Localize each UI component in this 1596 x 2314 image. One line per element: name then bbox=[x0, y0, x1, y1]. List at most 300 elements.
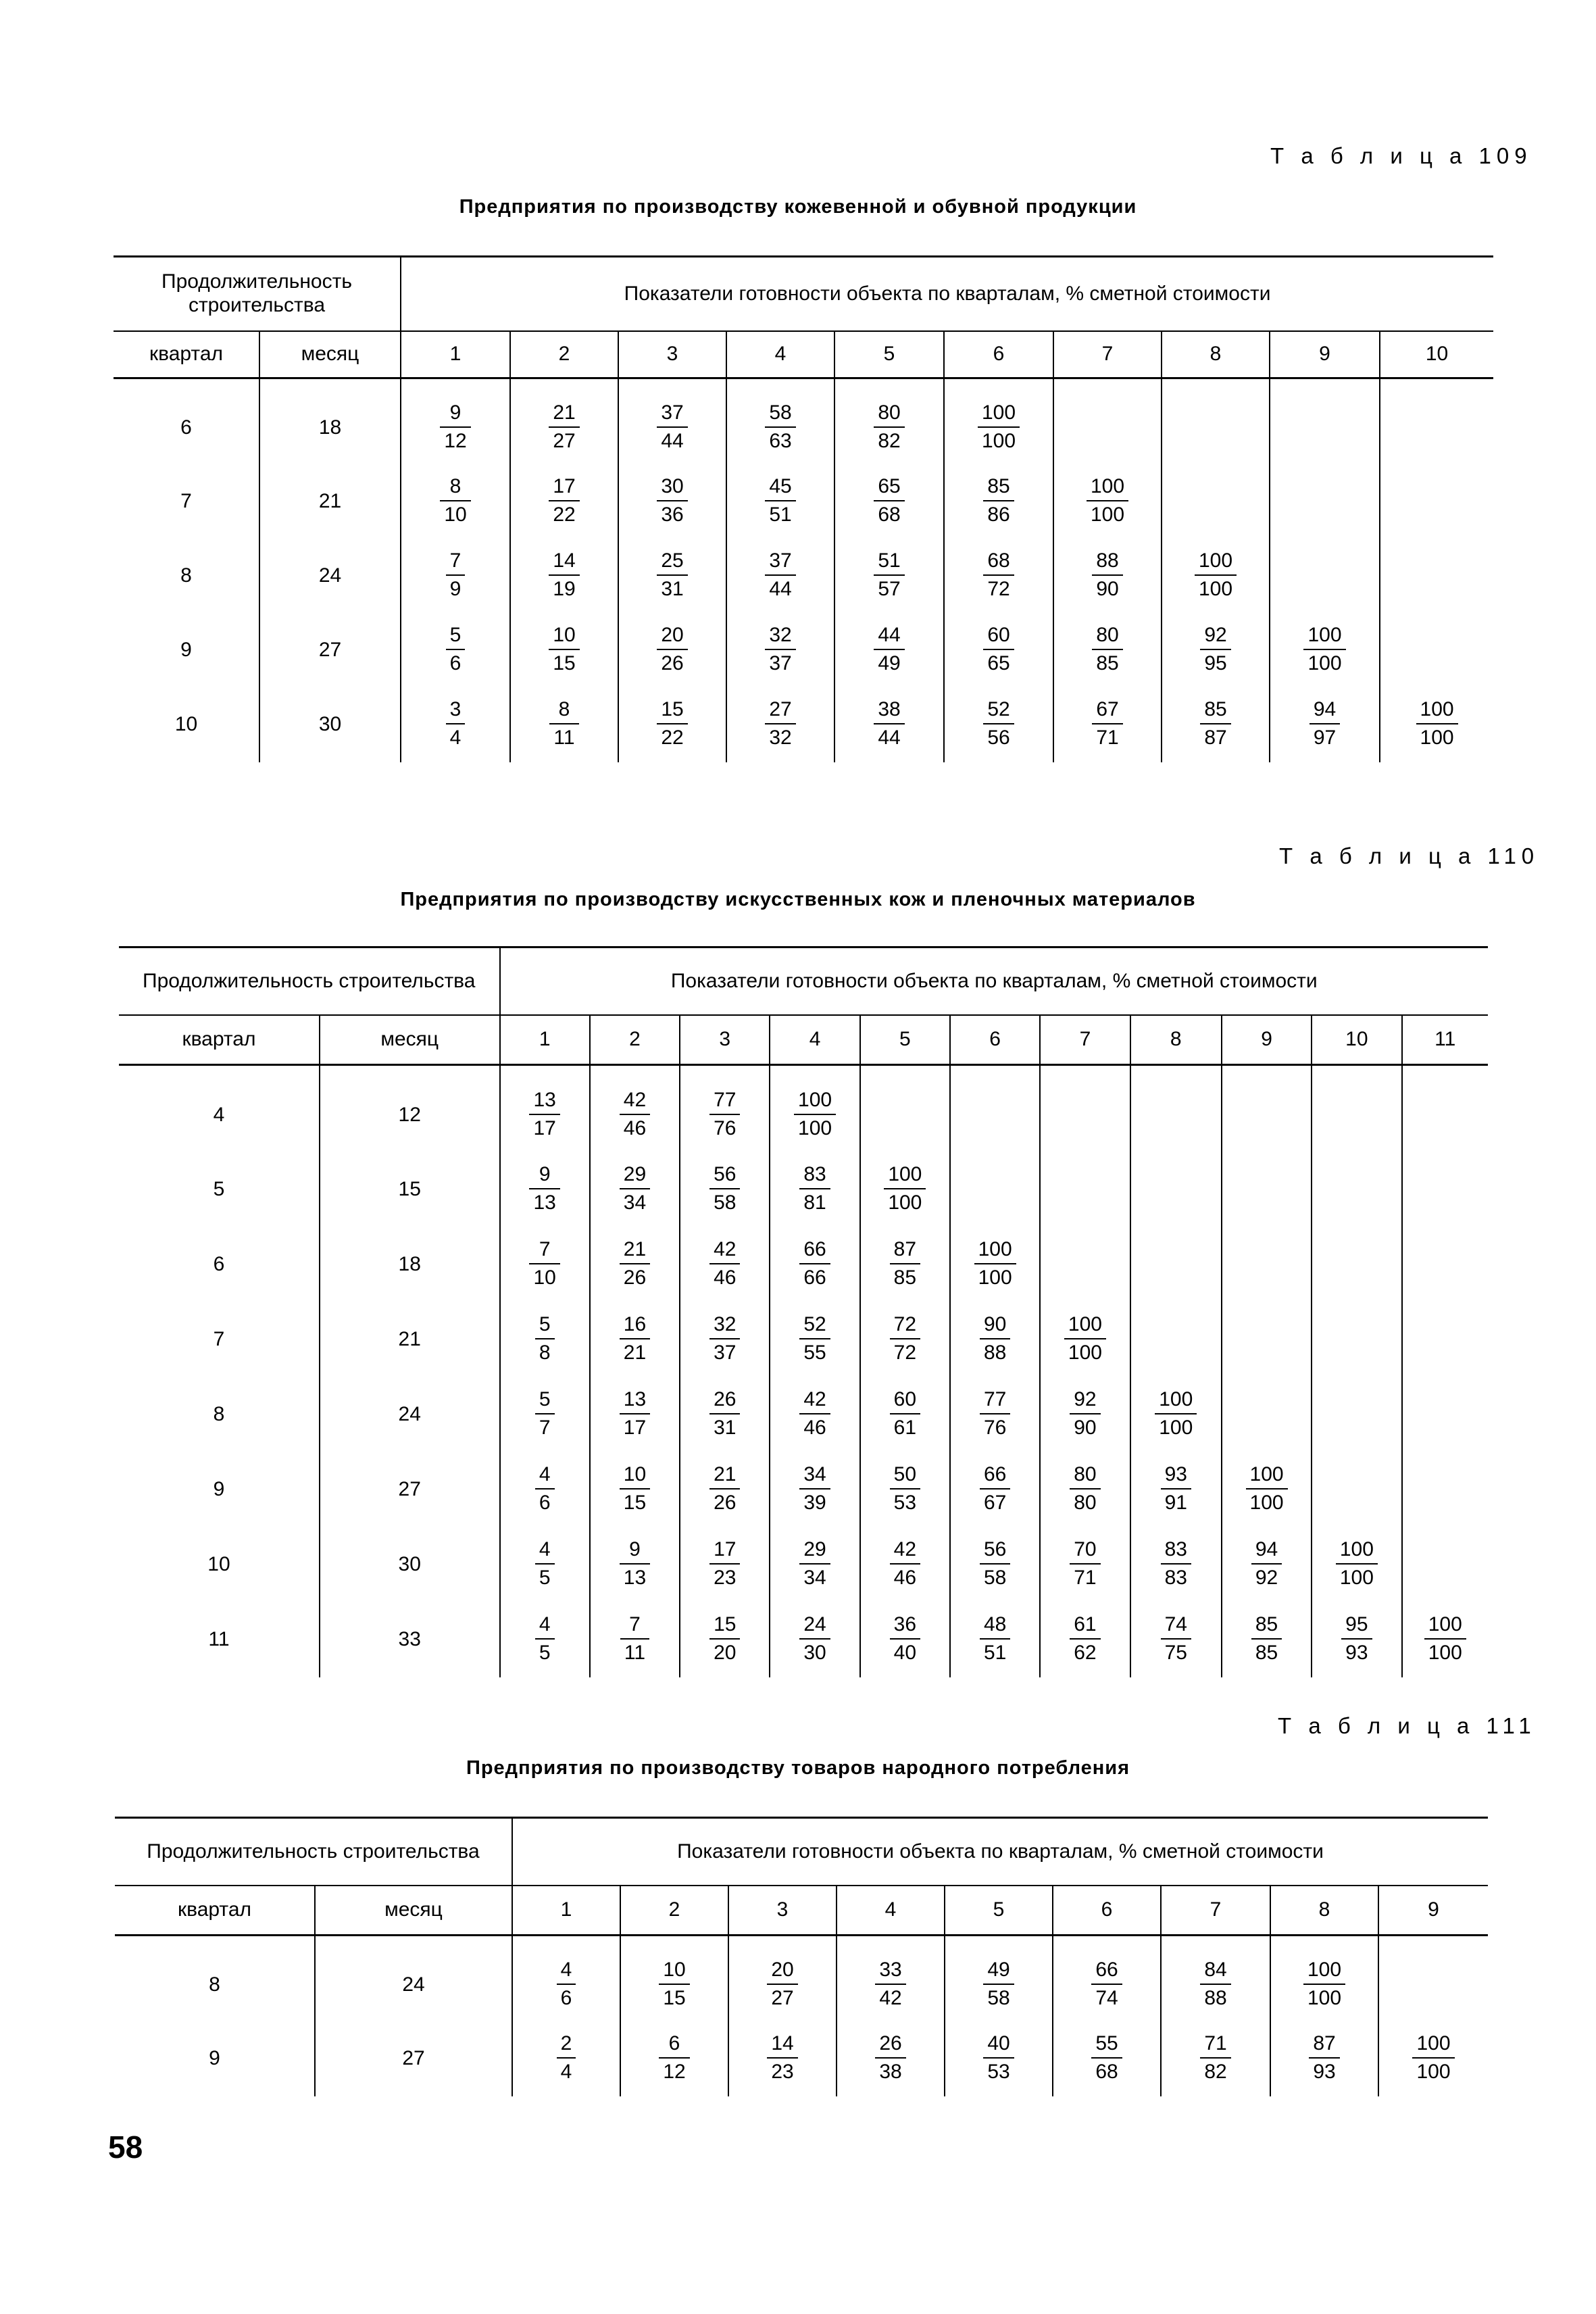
fraction bbox=[799, 1314, 830, 1363]
fraction bbox=[1195, 551, 1237, 599]
value-cell bbox=[1162, 465, 1270, 539]
fraction bbox=[1416, 699, 1458, 748]
denominator: 100 bbox=[978, 1266, 1012, 1289]
fraction bbox=[1309, 2034, 1339, 2082]
value-cell bbox=[726, 465, 834, 539]
denominator: 30 bbox=[803, 1641, 826, 1664]
denominator: 100 bbox=[1420, 727, 1454, 749]
numerator: 51 bbox=[874, 551, 904, 576]
numerator: 94 bbox=[1251, 1540, 1282, 1565]
value-cell bbox=[1270, 1936, 1378, 2022]
denominator: 12 bbox=[444, 430, 467, 452]
value-cell bbox=[500, 1527, 590, 1602]
value-cell bbox=[1130, 1302, 1222, 1377]
denominator: 72 bbox=[987, 578, 1010, 601]
value-cell bbox=[1130, 1602, 1222, 1677]
numerator: 85 bbox=[983, 476, 1014, 501]
denominator: 87 bbox=[1204, 727, 1227, 749]
numerator: 87 bbox=[890, 1239, 920, 1264]
numerator: 100 bbox=[1155, 1389, 1197, 1414]
table-row bbox=[119, 1152, 1488, 1227]
numerator: 80 bbox=[1092, 625, 1122, 650]
indicators-header: Показатели готовности объекта по кварталам, % сметной стоимости bbox=[500, 947, 1488, 1015]
value-cell bbox=[590, 1452, 680, 1527]
fraction bbox=[890, 1615, 920, 1663]
value-cell bbox=[618, 688, 726, 762]
numerator: 14 bbox=[549, 551, 579, 576]
denominator: 31 bbox=[714, 1416, 737, 1439]
value-cell bbox=[834, 539, 944, 614]
fraction bbox=[1303, 625, 1345, 674]
value-cell bbox=[1040, 1152, 1130, 1227]
value-cell bbox=[1222, 1602, 1312, 1677]
denominator: 23 bbox=[771, 2061, 794, 2084]
numerator: 32 bbox=[765, 625, 795, 650]
denominator: 51 bbox=[983, 1641, 1007, 1664]
numerator: 68 bbox=[983, 551, 1014, 576]
fraction bbox=[980, 1537, 1010, 1589]
column-header: 4 bbox=[770, 1015, 859, 1065]
table-row bbox=[114, 378, 1493, 465]
numerator: 5 bbox=[535, 1314, 555, 1339]
denominator: 76 bbox=[714, 1116, 737, 1139]
fraction bbox=[620, 1090, 650, 1139]
fraction bbox=[980, 1314, 1010, 1363]
numerator: 60 bbox=[983, 625, 1014, 650]
denominator: 82 bbox=[1204, 2061, 1227, 2084]
numerator: 67 bbox=[1092, 699, 1122, 724]
value-cell bbox=[1270, 465, 1380, 539]
fraction bbox=[799, 1239, 830, 1288]
column-header: 6 bbox=[950, 1015, 1040, 1065]
numerator: 5 bbox=[446, 625, 466, 650]
fraction bbox=[549, 625, 579, 674]
column-header: 7 bbox=[1053, 331, 1162, 378]
numerator: 29 bbox=[620, 1164, 650, 1189]
month-header: месяц bbox=[315, 1886, 512, 1936]
denominator: 88 bbox=[983, 1341, 1007, 1364]
column-header: 3 bbox=[728, 1886, 837, 1936]
month-cell: 24 bbox=[315, 1936, 512, 2022]
denominator: 68 bbox=[878, 503, 901, 526]
column-header: 7 bbox=[1040, 1015, 1130, 1065]
value-cell bbox=[860, 1452, 950, 1527]
fraction bbox=[535, 1389, 555, 1438]
denominator: 74 bbox=[1095, 1987, 1118, 2009]
value-cell bbox=[1130, 1152, 1222, 1227]
numerator: 87 bbox=[1309, 2034, 1339, 2059]
value-cell bbox=[401, 614, 510, 688]
numerator: 56 bbox=[980, 1540, 1010, 1565]
column-header: 2 bbox=[510, 331, 618, 378]
denominator: 57 bbox=[878, 578, 901, 601]
value-cell bbox=[680, 1227, 770, 1302]
fraction bbox=[1200, 1960, 1230, 2009]
fraction bbox=[1310, 699, 1340, 748]
denominator: 20 bbox=[714, 1641, 737, 1664]
column-header: 8 bbox=[1162, 331, 1270, 378]
fraction bbox=[549, 403, 579, 451]
numerator: 42 bbox=[709, 1239, 740, 1264]
denominator: 83 bbox=[1164, 1566, 1187, 1589]
fraction bbox=[440, 476, 470, 525]
value-cell bbox=[860, 1377, 950, 1452]
denominator: 7 bbox=[539, 1416, 551, 1439]
fraction bbox=[890, 1314, 920, 1363]
value-cell bbox=[590, 1152, 680, 1227]
value-cell bbox=[1162, 539, 1270, 614]
quarter-cell: 5 bbox=[213, 1177, 225, 1200]
quarter-cell: 6 bbox=[213, 1252, 225, 1275]
fraction bbox=[535, 1537, 555, 1589]
column-header: 7 bbox=[1161, 1886, 1270, 1936]
value-cell bbox=[401, 378, 510, 465]
value-cell bbox=[950, 1227, 1040, 1302]
value-cell bbox=[1402, 1602, 1488, 1677]
numerator: 72 bbox=[890, 1314, 920, 1339]
denominator: 100 bbox=[888, 1191, 922, 1214]
fraction bbox=[529, 1239, 559, 1288]
value-cell bbox=[1312, 1602, 1401, 1677]
fraction bbox=[983, 1960, 1014, 2009]
denominator: 5 bbox=[539, 1641, 551, 1664]
numerator: 65 bbox=[874, 476, 904, 501]
column-header: 4 bbox=[726, 331, 834, 378]
fraction bbox=[978, 403, 1020, 451]
value-cell bbox=[1053, 614, 1162, 688]
denominator: 100 bbox=[1249, 1491, 1284, 1514]
column-header: 1 bbox=[500, 1015, 590, 1065]
month-cell: 18 bbox=[320, 1227, 500, 1302]
value-cell bbox=[1040, 1377, 1130, 1452]
value-cell bbox=[1053, 378, 1162, 465]
numerator: 13 bbox=[620, 1389, 650, 1414]
denominator: 46 bbox=[623, 1116, 647, 1139]
numerator: 34 bbox=[799, 1464, 830, 1490]
numerator: 26 bbox=[709, 1389, 740, 1414]
numerator: 100 bbox=[1064, 1314, 1106, 1339]
numerator: 32 bbox=[709, 1314, 740, 1339]
value-cell bbox=[512, 1936, 620, 2022]
numerator: 10 bbox=[620, 1464, 650, 1490]
denominator: 55 bbox=[803, 1341, 826, 1364]
table-111-title: Предприятия по производству товаров народного потребления bbox=[466, 1757, 1130, 1779]
numerator: 100 bbox=[974, 1239, 1016, 1264]
denominator: 6 bbox=[539, 1491, 551, 1514]
value-cell bbox=[590, 1227, 680, 1302]
denominator: 88 bbox=[1204, 1987, 1227, 2009]
numerator: 90 bbox=[980, 1314, 1010, 1339]
numerator: 9 bbox=[440, 403, 470, 428]
fraction bbox=[549, 699, 578, 748]
column-header: 1 bbox=[512, 1886, 620, 1936]
value-cell bbox=[945, 2022, 1053, 2096]
month-cell: 33 bbox=[320, 1602, 500, 1677]
fraction bbox=[1412, 2034, 1454, 2082]
denominator: 46 bbox=[714, 1266, 737, 1289]
fraction bbox=[1070, 1464, 1100, 1513]
fraction bbox=[874, 699, 904, 748]
value-cell bbox=[401, 539, 510, 614]
denominator: 19 bbox=[553, 578, 576, 601]
numerator: 94 bbox=[1310, 699, 1340, 724]
fraction bbox=[799, 1537, 830, 1589]
month-cell: 30 bbox=[320, 1527, 500, 1602]
fraction bbox=[659, 2034, 689, 2082]
numerator: 80 bbox=[874, 403, 904, 428]
numerator: 100 bbox=[1087, 476, 1128, 501]
value-cell bbox=[512, 2022, 620, 2096]
value-cell bbox=[950, 1452, 1040, 1527]
numerator: 77 bbox=[709, 1090, 740, 1115]
month-cell: 15 bbox=[320, 1152, 500, 1227]
denominator: 86 bbox=[987, 503, 1010, 526]
numerator: 33 bbox=[875, 1960, 905, 1985]
fraction bbox=[1161, 1464, 1191, 1513]
numerator: 20 bbox=[767, 1960, 797, 1985]
denominator: 34 bbox=[623, 1191, 647, 1214]
value-cell bbox=[726, 688, 834, 762]
numerator: 92 bbox=[1200, 625, 1230, 650]
value-cell bbox=[860, 1152, 950, 1227]
table-row bbox=[119, 1065, 1488, 1152]
value-cell bbox=[1053, 688, 1162, 762]
numerator: 42 bbox=[620, 1090, 650, 1115]
numerator: 42 bbox=[799, 1389, 830, 1414]
denominator: 31 bbox=[661, 578, 684, 601]
month-cell: 24 bbox=[259, 539, 401, 614]
denominator: 100 bbox=[1068, 1341, 1102, 1364]
denominator: 95 bbox=[1204, 652, 1227, 675]
value-cell bbox=[1222, 1152, 1312, 1227]
fraction bbox=[874, 625, 904, 674]
numerator: 17 bbox=[709, 1540, 740, 1565]
value-cell bbox=[837, 1936, 945, 2022]
denominator: 100 bbox=[1090, 503, 1125, 526]
numerator: 36 bbox=[890, 1615, 920, 1640]
value-cell bbox=[680, 1377, 770, 1452]
denominator: 42 bbox=[879, 1987, 902, 2009]
fraction bbox=[620, 1314, 650, 1363]
column-header: 3 bbox=[680, 1015, 770, 1065]
value-cell bbox=[770, 1527, 859, 1602]
value-cell bbox=[726, 539, 834, 614]
numerator: 27 bbox=[765, 699, 795, 724]
value-cell bbox=[1053, 2022, 1161, 2096]
denominator: 21 bbox=[623, 1341, 647, 1364]
denominator: 53 bbox=[987, 2061, 1010, 2084]
numerator: 88 bbox=[1092, 551, 1122, 576]
denominator: 61 bbox=[893, 1416, 917, 1439]
quarter-cell: 4 bbox=[213, 1103, 225, 1126]
fraction bbox=[557, 2034, 576, 2082]
value-cell bbox=[1040, 1602, 1130, 1677]
fraction bbox=[1087, 476, 1128, 525]
numerator: 92 bbox=[1070, 1389, 1100, 1414]
value-cell bbox=[1222, 1452, 1312, 1527]
quarter-header: квартал bbox=[115, 1886, 315, 1936]
fraction bbox=[1251, 1537, 1282, 1589]
denominator: 22 bbox=[661, 727, 684, 749]
value-cell bbox=[770, 1227, 859, 1302]
column-header: 1 bbox=[401, 331, 510, 378]
numerator: 3 bbox=[446, 699, 466, 724]
month-cell: 21 bbox=[259, 465, 401, 539]
numerator: 80 bbox=[1070, 1464, 1100, 1490]
fraction bbox=[709, 1389, 740, 1438]
value-cell bbox=[834, 465, 944, 539]
denominator: 75 bbox=[1164, 1641, 1187, 1664]
denominator: 44 bbox=[878, 727, 901, 749]
fraction bbox=[620, 1615, 649, 1663]
fraction bbox=[709, 1239, 740, 1288]
fraction bbox=[709, 1164, 740, 1213]
denominator: 10 bbox=[533, 1266, 556, 1289]
fraction bbox=[529, 1090, 559, 1139]
quarter-cell: 11 bbox=[208, 1627, 230, 1650]
denominator: 100 bbox=[1339, 1566, 1374, 1589]
duration-header: Продолжительность строительства bbox=[115, 1818, 512, 1886]
numerator: 6 bbox=[659, 2034, 689, 2059]
denominator: 44 bbox=[661, 430, 684, 452]
table-row bbox=[119, 1452, 1488, 1527]
numerator: 17 bbox=[549, 476, 579, 501]
fraction bbox=[1246, 1464, 1288, 1513]
numerator: 49 bbox=[983, 1960, 1014, 1985]
value-cell bbox=[770, 1452, 859, 1527]
numerator: 4 bbox=[535, 1540, 555, 1565]
denominator: 58 bbox=[987, 1987, 1010, 2009]
table-row bbox=[119, 1227, 1488, 1302]
numerator: 44 bbox=[874, 625, 904, 650]
value-cell bbox=[944, 378, 1053, 465]
value-cell bbox=[500, 1452, 590, 1527]
denominator: 27 bbox=[771, 1987, 794, 2009]
denominator: 68 bbox=[1095, 2061, 1118, 2084]
denominator: 100 bbox=[1428, 1641, 1462, 1664]
value-cell bbox=[1130, 1227, 1222, 1302]
numerator: 66 bbox=[1091, 1960, 1122, 1985]
value-cell bbox=[1161, 1936, 1270, 2022]
denominator: 15 bbox=[553, 652, 576, 675]
value-cell bbox=[510, 688, 618, 762]
denominator: 36 bbox=[661, 503, 684, 526]
value-cell bbox=[590, 1527, 680, 1602]
denominator: 5 bbox=[539, 1566, 551, 1589]
value-cell bbox=[680, 1065, 770, 1152]
fraction bbox=[1161, 1615, 1191, 1663]
denominator: 100 bbox=[1198, 578, 1233, 601]
denominator: 66 bbox=[803, 1266, 826, 1289]
value-cell bbox=[401, 688, 510, 762]
numerator: 83 bbox=[1161, 1540, 1191, 1565]
value-cell bbox=[837, 2022, 945, 2096]
column-header: 2 bbox=[620, 1886, 728, 1936]
value-cell bbox=[500, 1152, 590, 1227]
month-cell: 24 bbox=[320, 1377, 500, 1452]
numerator: 29 bbox=[799, 1540, 830, 1565]
numerator: 100 bbox=[1303, 1960, 1345, 1985]
value-cell bbox=[1270, 539, 1380, 614]
value-cell bbox=[1312, 1377, 1401, 1452]
denominator: 10 bbox=[444, 503, 467, 526]
denominator: 100 bbox=[981, 430, 1016, 452]
value-cell bbox=[1222, 1377, 1312, 1452]
denominator: 17 bbox=[533, 1116, 556, 1139]
month-cell: 27 bbox=[259, 614, 401, 688]
value-cell bbox=[1222, 1527, 1312, 1602]
denominator: 58 bbox=[983, 1566, 1007, 1589]
denominator: 81 bbox=[803, 1191, 826, 1214]
fraction bbox=[983, 699, 1014, 748]
numerator: 7 bbox=[620, 1615, 649, 1640]
page-number: 58 bbox=[108, 2130, 143, 2165]
value-cell bbox=[510, 614, 618, 688]
denominator: 4 bbox=[449, 727, 462, 749]
denominator: 32 bbox=[769, 727, 792, 749]
denominator: 37 bbox=[769, 652, 792, 675]
fraction bbox=[1303, 1960, 1345, 2009]
numerator: 21 bbox=[620, 1239, 650, 1264]
fraction bbox=[657, 403, 687, 451]
numerator: 100 bbox=[1195, 551, 1237, 576]
fraction bbox=[1092, 551, 1122, 599]
denominator: 6 bbox=[449, 652, 462, 675]
quarter-cell: 8 bbox=[213, 1402, 225, 1425]
numerator: 85 bbox=[1251, 1615, 1282, 1640]
fraction bbox=[709, 1615, 740, 1663]
numerator: 56 bbox=[709, 1164, 740, 1189]
month-cell: 27 bbox=[320, 1452, 500, 1527]
value-cell bbox=[590, 1302, 680, 1377]
fraction bbox=[799, 1464, 830, 1513]
quarter-cell: 10 bbox=[207, 1552, 230, 1575]
denominator: 85 bbox=[1096, 652, 1119, 675]
column-header: 11 bbox=[1402, 1015, 1488, 1065]
numerator: 100 bbox=[1336, 1540, 1378, 1565]
value-cell bbox=[590, 1377, 680, 1452]
table-row bbox=[114, 614, 1493, 688]
fraction bbox=[657, 476, 687, 525]
denominator: 90 bbox=[1096, 578, 1119, 601]
numerator: 2 bbox=[557, 2034, 576, 2059]
denominator: 12 bbox=[663, 2061, 686, 2084]
value-cell bbox=[500, 1377, 590, 1452]
value-cell bbox=[860, 1302, 950, 1377]
indicators-header: Показатели готовности объекта по кварталам, % сметной стоимости bbox=[401, 257, 1493, 331]
fraction bbox=[1070, 1389, 1100, 1438]
denominator: 51 bbox=[769, 503, 792, 526]
column-header: 2 bbox=[590, 1015, 680, 1065]
numerator: 100 bbox=[1246, 1464, 1288, 1490]
fraction bbox=[657, 699, 687, 748]
fraction bbox=[794, 1090, 836, 1139]
denominator: 58 bbox=[714, 1191, 737, 1214]
value-cell bbox=[1130, 1377, 1222, 1452]
table-row bbox=[114, 465, 1493, 539]
fraction bbox=[765, 551, 795, 599]
denominator: 11 bbox=[553, 727, 575, 749]
value-cell bbox=[1312, 1065, 1401, 1152]
fraction bbox=[1092, 625, 1122, 674]
value-cell bbox=[1402, 1152, 1488, 1227]
value-cell bbox=[770, 1152, 859, 1227]
denominator: 39 bbox=[803, 1491, 826, 1514]
value-cell bbox=[1222, 1227, 1312, 1302]
fraction bbox=[440, 403, 470, 451]
numerator: 95 bbox=[1341, 1615, 1372, 1640]
value-cell bbox=[726, 378, 834, 465]
